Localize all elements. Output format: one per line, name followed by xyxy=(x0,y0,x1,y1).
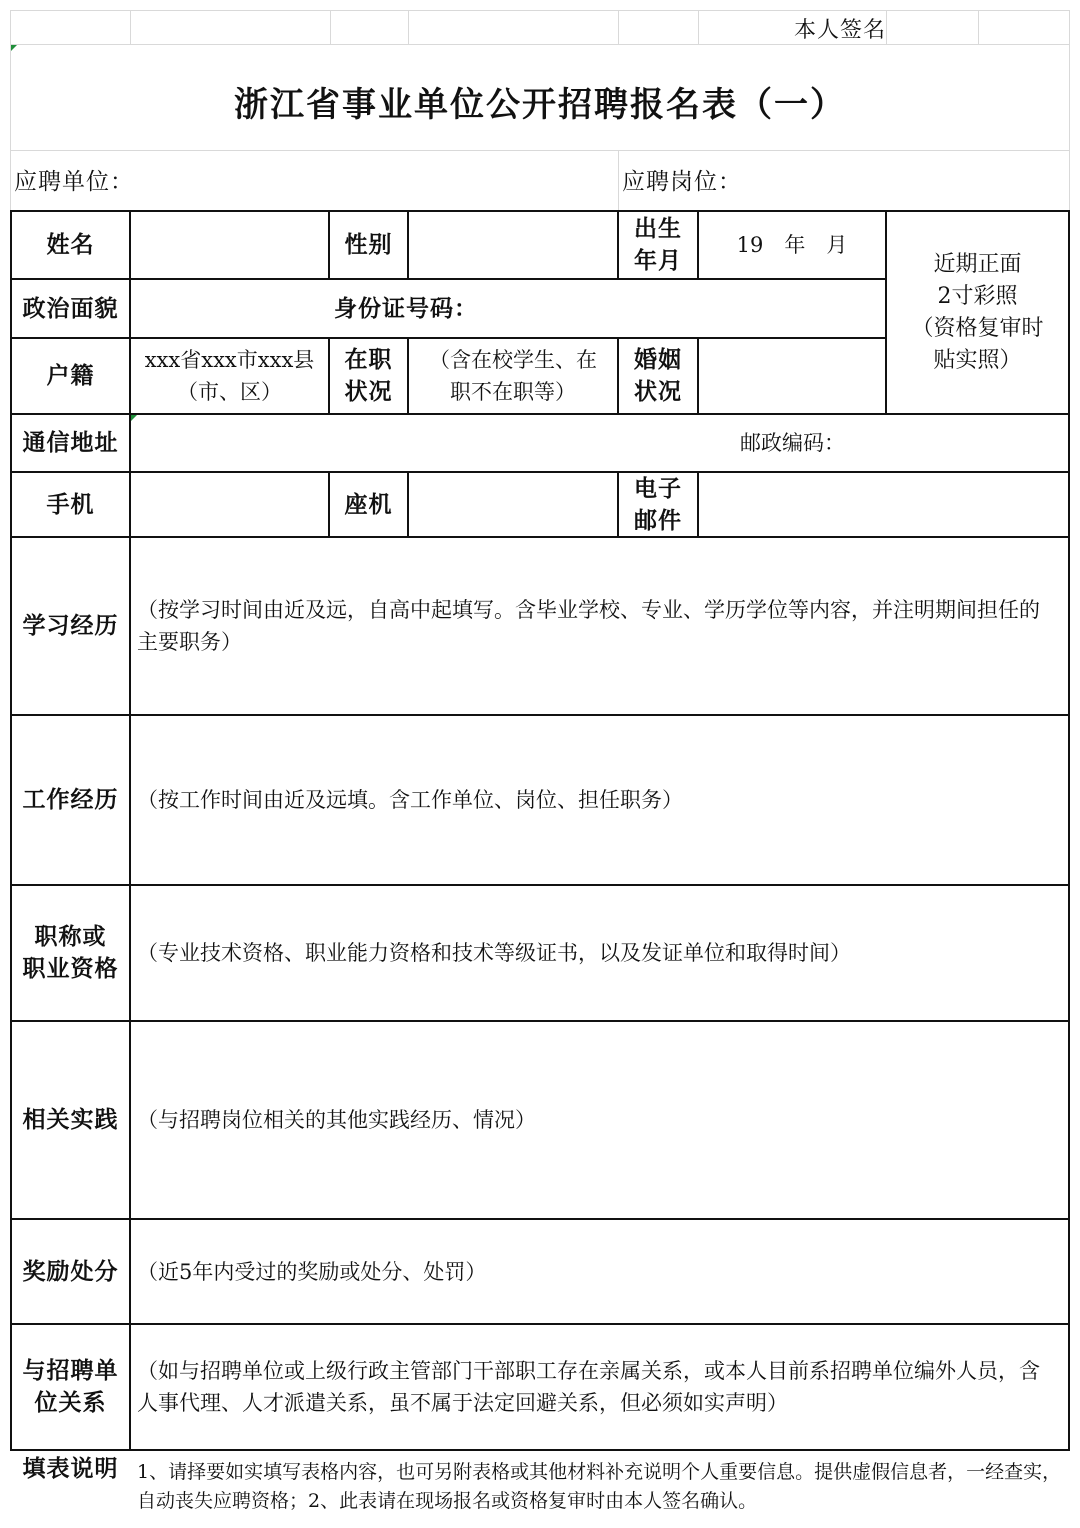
landline-label: 座机 xyxy=(344,491,393,518)
name-field[interactable] xyxy=(131,212,328,278)
postcode-label[interactable]: 邮政编码： xyxy=(740,431,845,455)
education-label: 学习经历 xyxy=(22,613,119,639)
work-field[interactable]: （按工作时间由近及远填。含工作单位、岗位、担任职务） xyxy=(137,788,683,812)
email-label: 电子 邮件 xyxy=(634,475,682,534)
politics-field[interactable] xyxy=(131,280,328,337)
gridline xyxy=(886,10,887,44)
apply-unit-label: 应聘单位： xyxy=(14,169,134,195)
practice-label: 相关实践 xyxy=(22,1107,119,1133)
address-field[interactable] xyxy=(131,415,731,471)
employment-label: 在职 状况 xyxy=(344,347,393,405)
hukou-label: 户籍 xyxy=(46,363,95,389)
hukou-field[interactable]: xxx省xxx市xxx县 （市、区） xyxy=(144,348,315,404)
gridline xyxy=(698,10,699,44)
address-label: 通信地址 xyxy=(22,430,119,456)
gridline xyxy=(978,10,979,44)
birth-field[interactable]: 19 年 月 xyxy=(736,233,848,257)
border xyxy=(1068,210,1070,1451)
reward-field[interactable]: （近5年内受过的奖励或处分、处罚） xyxy=(137,1259,487,1284)
photo-placeholder[interactable]: 近期正面 2寸彩照 （资格复审时 贴实照） xyxy=(911,251,1044,373)
gridline xyxy=(130,10,131,44)
gridline xyxy=(330,10,331,44)
birth-label: 出生 年月 xyxy=(634,216,682,274)
gender-field[interactable] xyxy=(409,212,617,278)
employment-field[interactable]: （含在校学生、在 职不在职等） xyxy=(429,348,597,404)
notes-text: 1、请择要如实填写表格内容，也可另附表格或其他材料补充说明个人重要信息。提供虚假信息者，一经查实，自动丧失应聘资格；2、此表请在现场报名或资格复审时由本人签名确认。 xyxy=(137,1461,1062,1512)
page-title: 浙江省事业单位公开招聘报名表（一） xyxy=(234,84,846,125)
relation-label: 与招聘单 位关系 xyxy=(22,1358,119,1416)
apply-post-label: 应聘岗位： xyxy=(622,169,742,195)
gridline xyxy=(10,10,1070,11)
practice-field[interactable]: （与招聘岗位相关的其他实践经历、情况） xyxy=(137,1108,536,1132)
id-number-label[interactable]: 身份证号码： xyxy=(334,295,478,322)
gridline xyxy=(408,10,409,44)
signature-label: 本人签名 xyxy=(793,17,886,43)
email-field[interactable] xyxy=(699,473,1066,536)
gridline xyxy=(10,150,1070,151)
cell-comment-marker xyxy=(11,45,17,51)
name-label: 姓名 xyxy=(46,232,95,258)
notes-label: 填表说明 xyxy=(22,1456,119,1482)
gridline xyxy=(10,44,1070,45)
border xyxy=(10,1449,1070,1451)
professional-title-label: 职称或 职业资格 xyxy=(22,924,119,982)
marital-field[interactable] xyxy=(699,339,885,413)
mobile-field[interactable] xyxy=(131,473,328,536)
work-label: 工作经历 xyxy=(22,787,119,813)
education-field[interactable]: （按学习时间由近及远，自高中起填写。含毕业学校、专业、学历学位等内容，并注明期间担任的主要职务） xyxy=(137,598,1040,654)
reward-label: 奖励处分 xyxy=(22,1258,119,1285)
marital-label: 婚姻 状况 xyxy=(634,347,682,405)
relation-field[interactable]: （如与招聘单位或上级行政主管部门干部职工存在亲属关系，或本人目前系招聘单位编外人员，含人事代理、人才派遣关系，虽不属于法定回避关系，但必须如实声明） xyxy=(137,1359,1040,1415)
gender-label: 性别 xyxy=(344,232,393,258)
mobile-label: 手机 xyxy=(46,491,95,518)
landline-field[interactable] xyxy=(409,473,617,536)
gridline xyxy=(618,150,619,211)
politics-label: 政治面貌 xyxy=(22,295,119,322)
gridline xyxy=(618,10,619,44)
professional-title-field[interactable]: （专业技术资格、职业能力资格和技术等级证书，以及发证单位和取得时间） xyxy=(137,941,851,965)
